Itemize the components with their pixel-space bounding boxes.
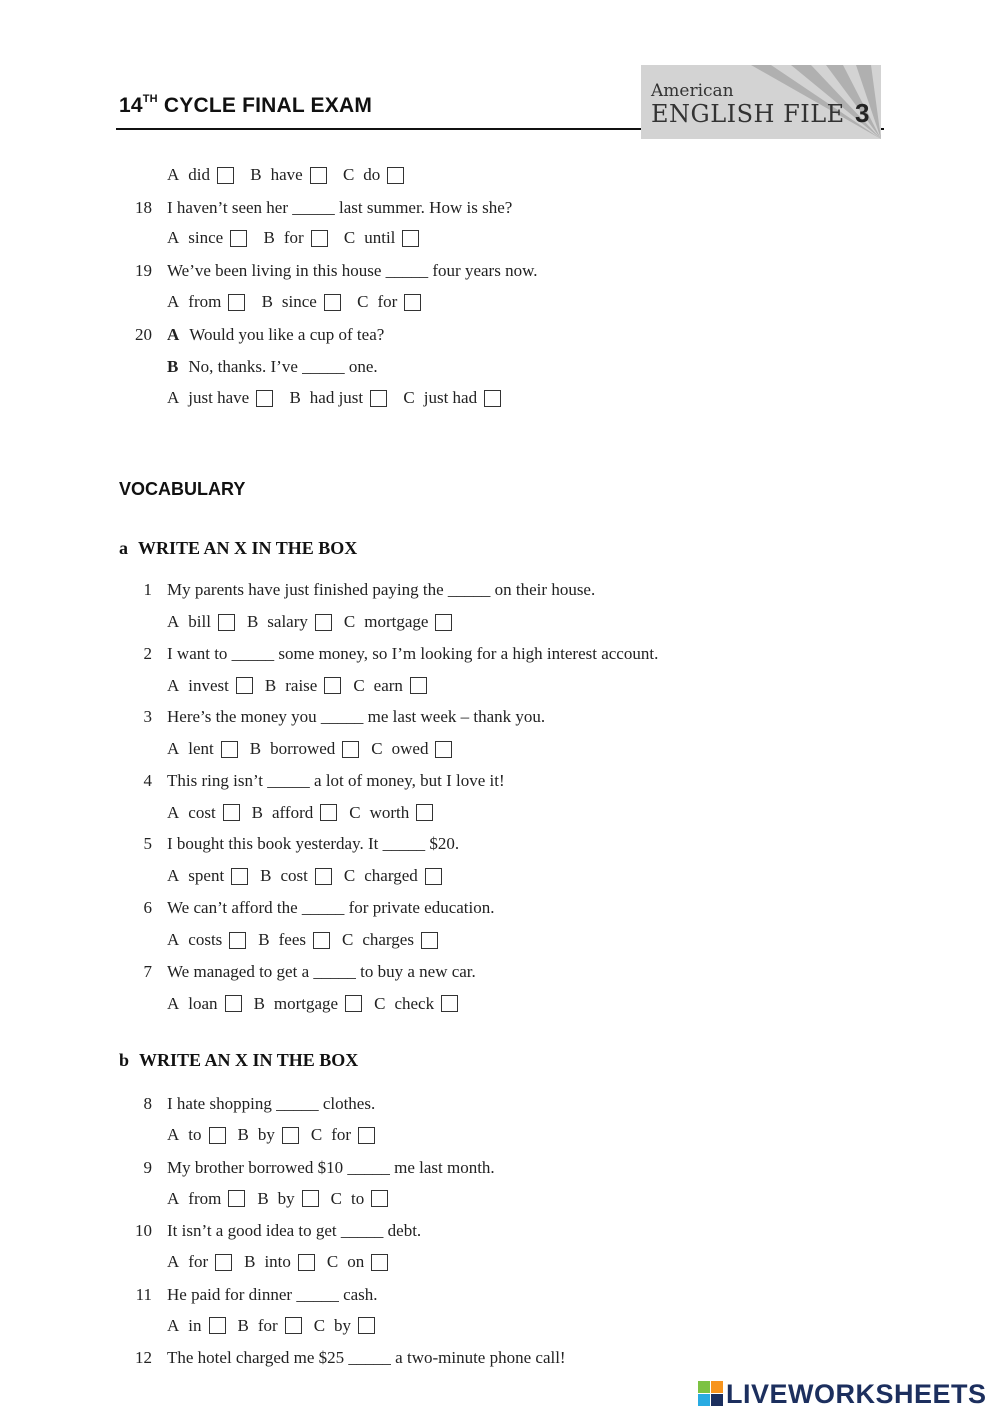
question-number: 10 (135, 1221, 152, 1240)
option: C owed (371, 739, 452, 759)
answer-checkbox[interactable] (387, 167, 404, 184)
option: A lent (167, 739, 238, 759)
option: A costs (167, 930, 246, 950)
question-number: 7 (143, 961, 152, 981)
options-row (167, 1252, 400, 1272)
liveworksheets-logo (698, 1377, 987, 1411)
option: C mortgage (344, 612, 453, 632)
answer-checkbox[interactable] (209, 1317, 226, 1334)
options-row (167, 612, 464, 632)
answer-checkbox[interactable] (315, 868, 332, 885)
dialogue-line-a: A Would you like a cup of tea? (167, 325, 385, 344)
answer-checkbox[interactable] (218, 614, 235, 631)
answer-checkbox[interactable] (425, 868, 442, 885)
answer-checkbox[interactable] (311, 230, 328, 247)
options-row (167, 803, 445, 823)
option: C to (331, 1189, 389, 1209)
answer-checkbox[interactable] (416, 804, 433, 821)
question-text: He paid for dinner _____ cash. (167, 1284, 378, 1304)
brand-wordmark: LIVEWORKSHEETS (726, 1378, 987, 1409)
option: A in (167, 1316, 226, 1336)
answer-checkbox[interactable] (230, 230, 247, 247)
question-number: 19 (135, 261, 152, 280)
option: A just have (167, 388, 273, 408)
subsection-heading-b: b WRITE AN X IN THE BOX (119, 1050, 359, 1070)
answer-checkbox[interactable] (310, 167, 327, 184)
answer-checkbox[interactable] (231, 868, 248, 885)
option: A for (167, 1252, 232, 1272)
option: B had just (289, 388, 387, 408)
options-row (167, 866, 454, 886)
answer-checkbox[interactable] (302, 1190, 319, 1207)
option: B for (263, 228, 327, 248)
options-row (167, 165, 416, 185)
option: C earn (353, 676, 427, 696)
answer-checkbox[interactable] (298, 1254, 315, 1271)
answer-checkbox[interactable] (236, 677, 253, 694)
answer-checkbox[interactable] (371, 1190, 388, 1207)
option: B have (250, 165, 326, 185)
option: A cost (167, 803, 240, 823)
answer-checkbox[interactable] (370, 390, 387, 407)
answer-checkbox[interactable] (404, 294, 421, 311)
option: A to (167, 1125, 226, 1145)
answer-checkbox[interactable] (484, 390, 501, 407)
answer-checkbox[interactable] (410, 677, 427, 694)
brand-main: ENGLISH FILE (651, 100, 845, 128)
question-text: I haven’t seen her _____ last summer. How is she? (167, 198, 513, 217)
option: B mortgage (254, 994, 363, 1014)
answer-checkbox[interactable] (228, 1190, 245, 1207)
option: C charges (342, 930, 438, 950)
options-row (167, 739, 464, 759)
answer-checkbox[interactable] (358, 1317, 375, 1334)
option: C do (343, 165, 404, 185)
question-text: This ring isn’t _____ a lot of money, but I love it! (167, 770, 505, 790)
options-row (167, 676, 439, 696)
option: C on (327, 1252, 388, 1272)
answer-checkbox[interactable] (209, 1127, 226, 1144)
options-row (167, 1189, 400, 1209)
question-text: I bought this book yesterday. It _____ $20. (167, 834, 460, 854)
question-text: My brother borrowed $10 _____ me last month. (167, 1157, 495, 1177)
brand-top: American (651, 81, 734, 101)
question-text: We managed to get a _____ to buy a new car. (167, 961, 476, 981)
answer-checkbox[interactable] (256, 390, 273, 407)
option: C worth (349, 803, 433, 823)
question-number: 2 (143, 643, 152, 663)
answer-checkbox[interactable] (282, 1127, 299, 1144)
question-text: It isn’t a good idea to get _____ debt. (167, 1221, 422, 1240)
question-text: My parents have just finished paying the _____ on their house. (167, 580, 596, 599)
options-row (167, 994, 470, 1014)
answer-checkbox[interactable] (435, 741, 452, 758)
question-number: 9 (143, 1157, 152, 1177)
question-number: 11 (135, 1284, 152, 1304)
answer-checkbox[interactable] (285, 1317, 302, 1334)
answer-checkbox[interactable] (320, 804, 337, 821)
answer-checkbox[interactable] (221, 741, 238, 758)
answer-checkbox[interactable] (217, 167, 234, 184)
question-text: The hotel charged me $25 _____ a two-minute phone call! (167, 1348, 566, 1367)
english-file-logo (641, 65, 881, 139)
question-text: I hate shopping _____ clothes. (167, 1094, 376, 1113)
option: B into (244, 1252, 315, 1272)
answer-checkbox[interactable] (342, 741, 359, 758)
answer-checkbox[interactable] (324, 294, 341, 311)
question-number: 18 (135, 198, 152, 217)
option: B for (238, 1316, 302, 1336)
option: A bill (167, 612, 235, 632)
option: C until (344, 228, 420, 248)
question-number: 6 (143, 898, 152, 917)
options-row (167, 388, 513, 408)
question-number: 20 (135, 325, 152, 344)
question-text: Here’s the money you _____ me last week – thank you. (167, 707, 546, 727)
question-text: We can’t afford the _____ for private education. (167, 898, 495, 917)
subsection-heading-a: a WRITE AN X IN THE BOX (119, 538, 358, 558)
option: C charged (344, 866, 442, 886)
brand-number: 3 (855, 98, 870, 128)
options-row (167, 1125, 387, 1145)
question-number: 8 (143, 1094, 152, 1113)
option: C check (374, 994, 458, 1014)
option: A did (167, 165, 234, 185)
option: B since (262, 292, 341, 312)
option: B salary (247, 612, 332, 632)
option: C just had (403, 388, 501, 408)
question-text: We’ve been living in this house _____ four years now. (167, 261, 538, 280)
dialogue-line-b: B No, thanks. I’ve _____ one. (167, 357, 378, 376)
answer-checkbox[interactable] (223, 804, 240, 821)
option: A from (167, 1189, 245, 1209)
answer-checkbox[interactable] (441, 995, 458, 1012)
answer-checkbox[interactable] (313, 932, 330, 949)
option: B raise (265, 676, 341, 696)
question-number: 4 (143, 770, 152, 790)
option: A since (167, 228, 247, 248)
question-number: 3 (143, 707, 152, 727)
option: A from (167, 292, 245, 312)
question-number: 1 (143, 580, 152, 599)
question-number: 5 (143, 834, 152, 854)
option: B afford (252, 803, 338, 823)
answer-checkbox[interactable] (228, 294, 245, 311)
option: A invest (167, 676, 253, 696)
option: C for (357, 292, 421, 312)
answer-checkbox[interactable] (215, 1254, 232, 1271)
option: C for (311, 1125, 375, 1145)
option: B borrowed (250, 739, 360, 759)
options-row (167, 292, 433, 312)
option: A loan (167, 994, 242, 1014)
answer-checkbox[interactable] (435, 614, 452, 631)
answer-checkbox[interactable] (371, 1254, 388, 1271)
option: B fees (258, 930, 330, 950)
liveworksheets-icon (698, 1381, 724, 1407)
answer-checkbox[interactable] (324, 677, 341, 694)
answer-checkbox[interactable] (345, 995, 362, 1012)
options-row (167, 1316, 387, 1336)
options-row (167, 930, 450, 950)
exam-title: 14TH CYCLE FINAL EXAM (119, 93, 373, 117)
option: C by (314, 1316, 375, 1336)
answer-checkbox[interactable] (229, 932, 246, 949)
option: B by (257, 1189, 318, 1209)
answer-checkbox[interactable] (402, 230, 419, 247)
section-heading: VOCABULARY (119, 479, 246, 499)
option: B by (238, 1125, 299, 1145)
answer-checkbox[interactable] (358, 1127, 375, 1144)
answer-checkbox[interactable] (421, 932, 438, 949)
options-row (167, 228, 431, 248)
answer-checkbox[interactable] (225, 995, 242, 1012)
question-number: 12 (135, 1348, 152, 1367)
question-text: I want to _____ some money, so I’m looking for a high interest account. (167, 643, 659, 663)
option: B cost (260, 866, 332, 886)
option: A spent (167, 866, 248, 886)
answer-checkbox[interactable] (315, 614, 332, 631)
